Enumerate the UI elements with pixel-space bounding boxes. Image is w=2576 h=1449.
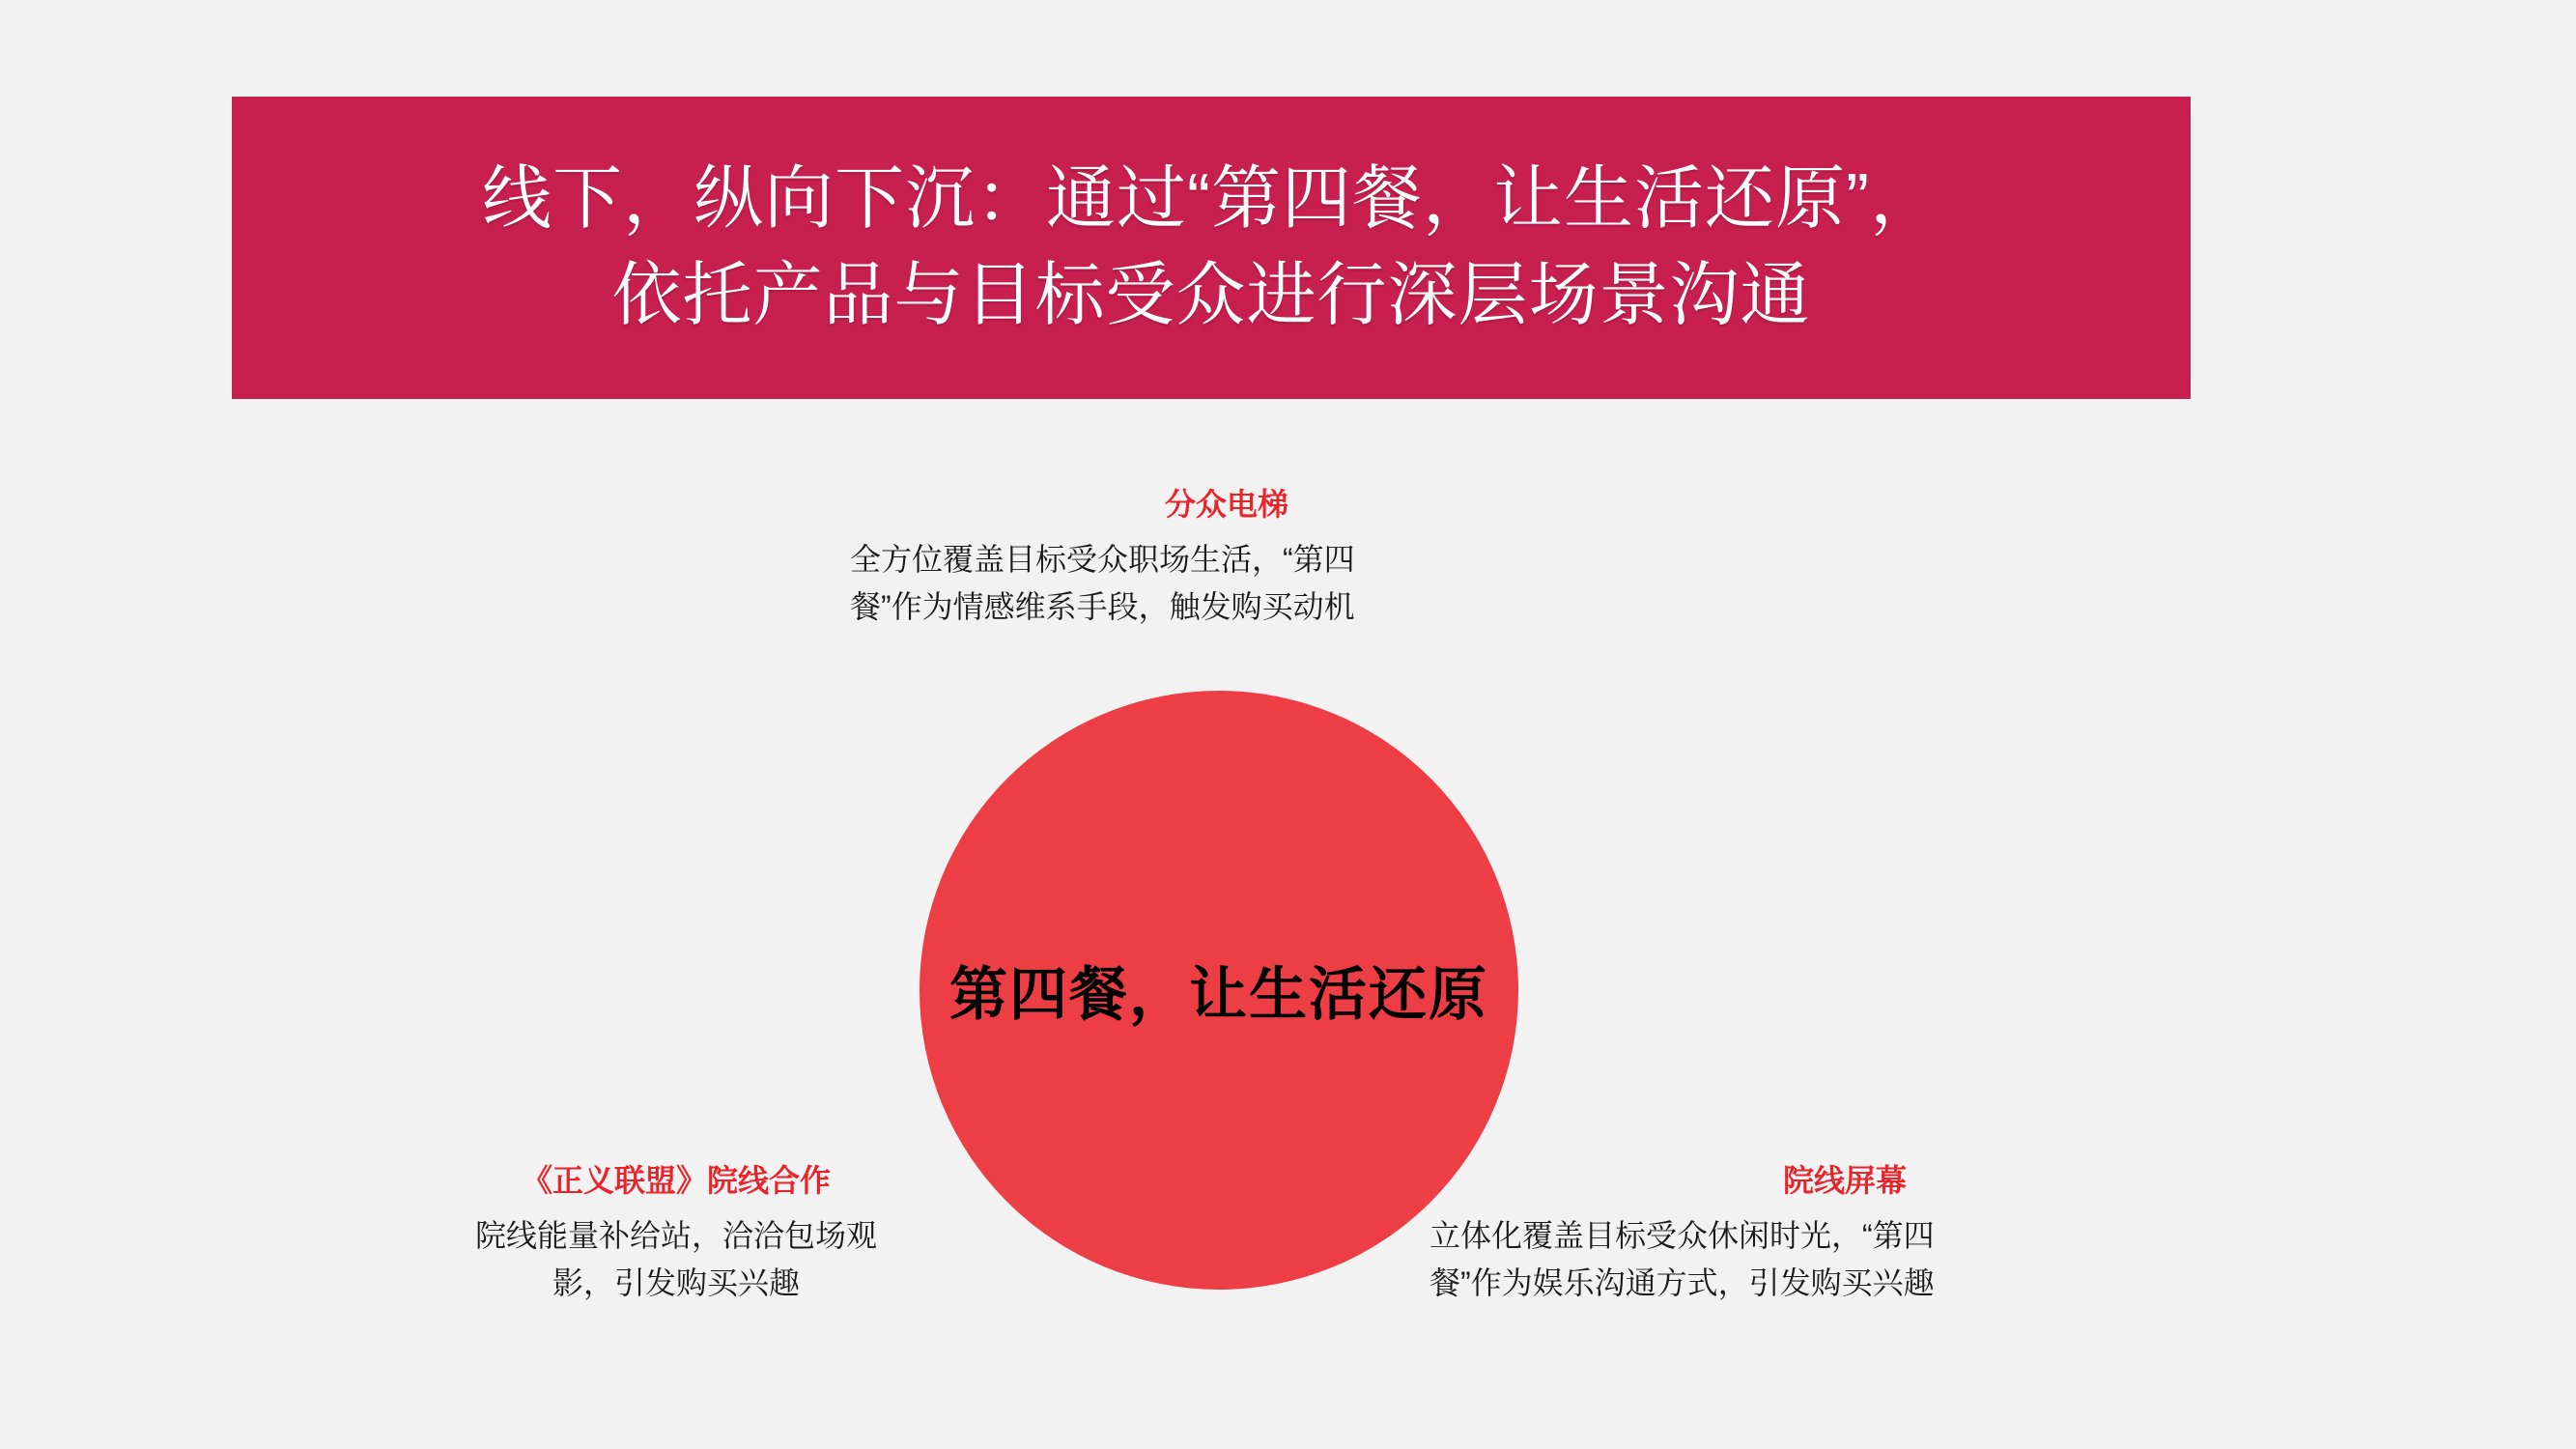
callout-cinema-coop-heading: 《正义联盟》院线合作: [521, 1163, 831, 1198]
callout-cinema-screen: [1430, 1159, 2260, 1308]
callout-cinema-screen-heading: 院线屏幕: [1782, 1163, 1907, 1198]
callout-cinema-screen-body-line-2: 餐”作为娱乐沟通方式，引发购买兴趣: [1430, 1265, 1935, 1301]
callout-cinema-coop-body: [367, 1212, 985, 1308]
callout-cinema-coop: [367, 1159, 985, 1308]
callout-cinema-screen-body: [1430, 1212, 2260, 1308]
callout-elevator-body: [831, 536, 1623, 632]
callout-cinema-screen-body-line-1: 立体化覆盖目标受众休闲时光，“第四: [1430, 1217, 1935, 1253]
callout-elevator-heading: 分众电梯: [1164, 487, 1288, 522]
callout-cinema-coop-body-line-1: 院线能量补给站，洽洽包场观: [474, 1217, 877, 1253]
title-line-1: 线下，纵向下沉：通过“第四餐，让生活还原”，: [482, 160, 1940, 239]
center-circle: [920, 691, 1518, 1290]
title-line-2: 依托产品与目标受众进行深层场景沟通: [611, 256, 1811, 334]
callout-elevator-body-line-2: 餐”作为情感维系手段，触发购买动机: [850, 589, 1355, 625]
center-circle-label: 第四餐，让生活还原: [949, 962, 1488, 1027]
callout-elevator-body-line-1: 全方位覆盖目标受众职场生活，“第四: [850, 541, 1355, 577]
callout-elevator: [831, 483, 1623, 632]
title-banner: [232, 97, 2191, 399]
callout-cinema-coop-body-line-2: 影，引发购买兴趣: [552, 1265, 800, 1301]
